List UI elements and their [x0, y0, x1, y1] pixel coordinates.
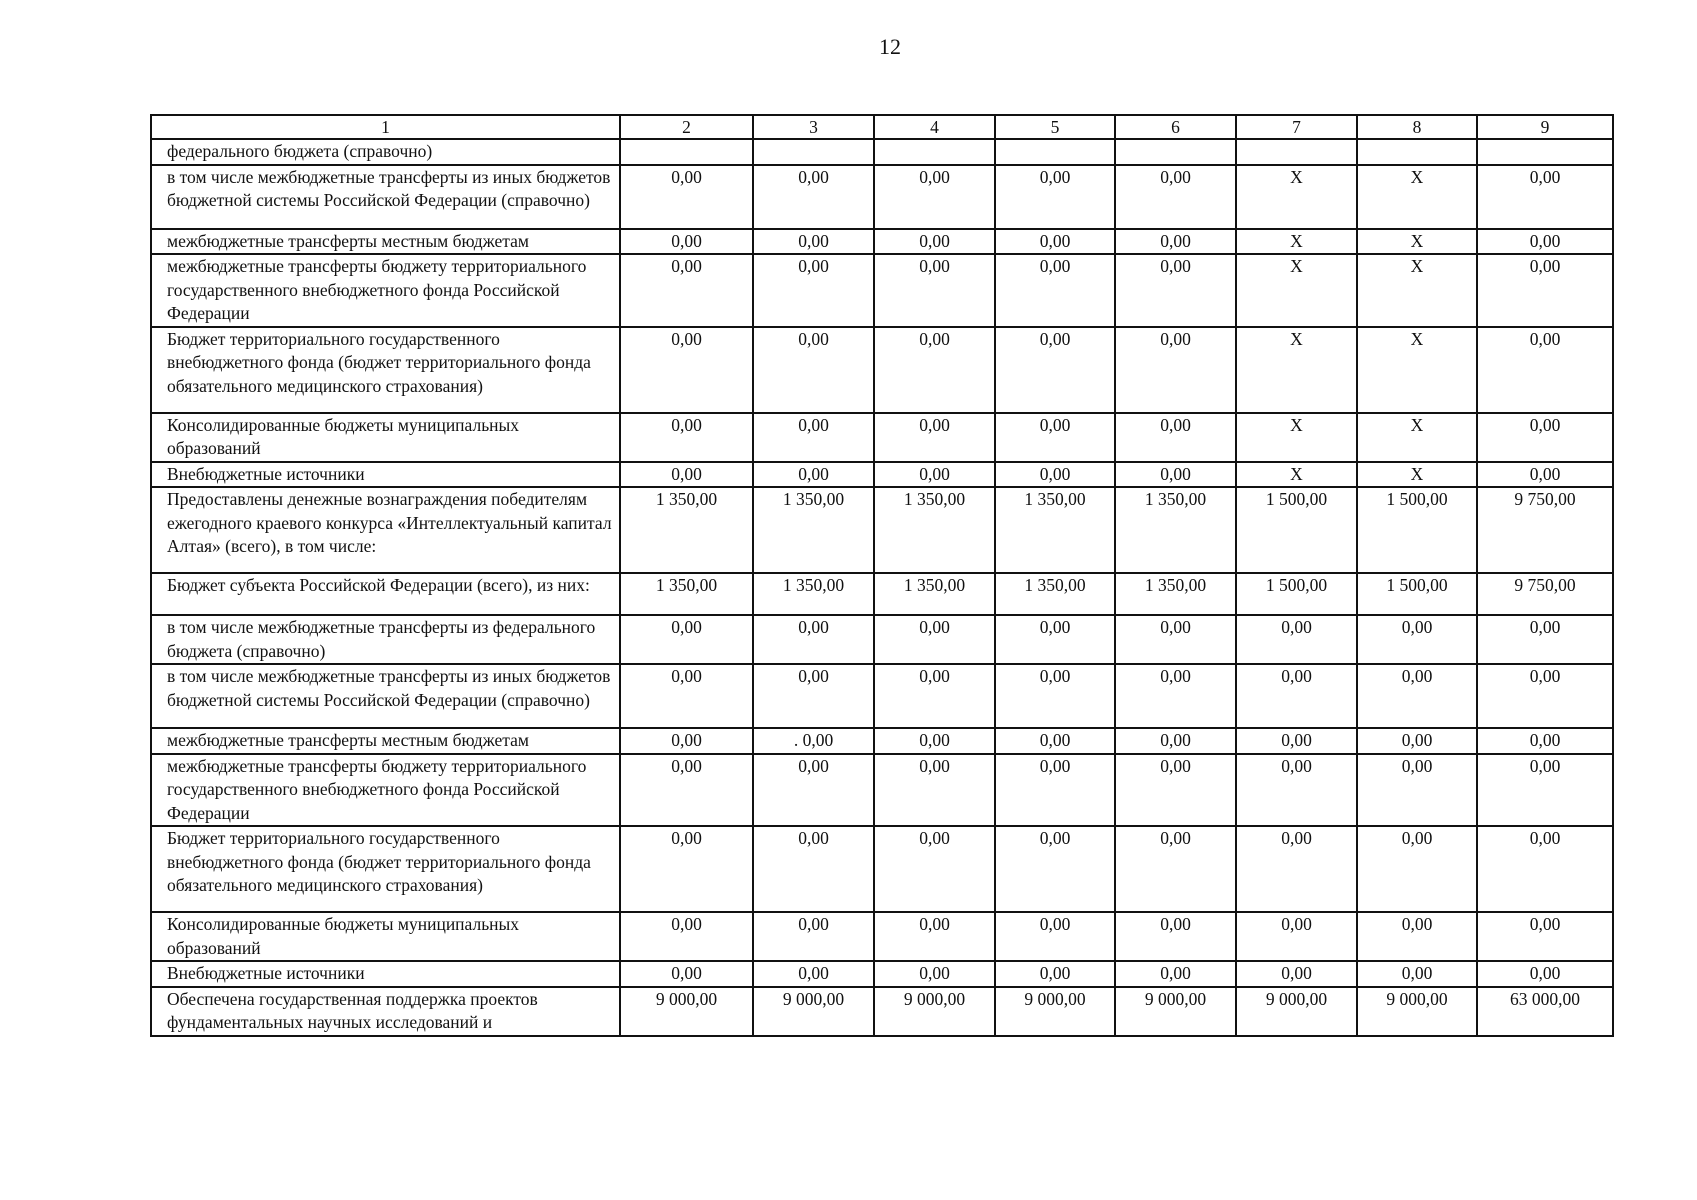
- value-cell-col-7: X: [1236, 462, 1357, 488]
- value-cell-col-5: 0,00: [995, 728, 1115, 754]
- value-cell-col-9: 0,00: [1477, 165, 1613, 229]
- value-cell-col-4: 0,00: [874, 254, 995, 327]
- value-cell-col-7: 1 500,00: [1236, 487, 1357, 573]
- page-number: 12: [879, 34, 901, 59]
- value-cell-col-6: 0,00: [1115, 615, 1236, 664]
- value-cell-col-3: 0,00: [753, 912, 874, 961]
- value-cell-col-2: [620, 139, 753, 165]
- value-cell-col-4: 0,00: [874, 615, 995, 664]
- value-cell-col-7: X: [1236, 413, 1357, 462]
- row-label: межбюджетные трансферты местным бюджетам: [151, 229, 620, 255]
- table-row: [151, 826, 1613, 912]
- column-header-9: 9: [1477, 115, 1613, 139]
- value-cell-col-2: 0,00: [620, 961, 753, 987]
- value-cell-col-8: X: [1357, 327, 1477, 413]
- value-cell-col-4: 0,00: [874, 961, 995, 987]
- column-header-4: 4: [874, 115, 995, 139]
- column-header-8: 8: [1357, 115, 1477, 139]
- table-row: [151, 573, 1613, 615]
- value-cell-col-9: 0,00: [1477, 664, 1613, 728]
- value-cell-col-2: 0,00: [620, 229, 753, 255]
- table-row: [151, 462, 1613, 488]
- value-cell-col-4: 0,00: [874, 754, 995, 827]
- value-cell-col-4: 0,00: [874, 462, 995, 488]
- value-cell-col-8: 0,00: [1357, 912, 1477, 961]
- row-label: межбюджетные трансферты бюджету территориального государственного внебюджетного фонда Российской Федерации: [151, 754, 620, 827]
- value-cell-col-6: 9 000,00: [1115, 987, 1236, 1036]
- value-cell-col-3: 9 000,00: [753, 987, 874, 1036]
- value-cell-col-4: 0,00: [874, 413, 995, 462]
- value-cell-col-2: 0,00: [620, 165, 753, 229]
- value-cell-col-2: 1 350,00: [620, 487, 753, 573]
- table-row: [151, 165, 1613, 229]
- value-cell-col-8: X: [1357, 254, 1477, 327]
- value-cell-col-4: 1 350,00: [874, 573, 995, 615]
- value-cell-col-3: 0,00: [753, 754, 874, 827]
- row-label: Бюджет территориального государственного внебюджетного фонда (бюджет территориального фонда обязательного медицинского страхования): [151, 327, 620, 413]
- value-cell-col-8: 0,00: [1357, 961, 1477, 987]
- row-label: Бюджет территориального государственного внебюджетного фонда (бюджет территориального фонда обязательного медицинского страхования): [151, 826, 620, 912]
- value-cell-col-2: 1 350,00: [620, 573, 753, 615]
- value-cell-col-9: 0,00: [1477, 327, 1613, 413]
- value-cell-col-5: 1 350,00: [995, 573, 1115, 615]
- value-cell-col-9: 0,00: [1477, 826, 1613, 912]
- row-label: в том числе межбюджетные трансферты из иных бюджетов бюджетной системы Российской Федерации (справочно): [151, 165, 620, 229]
- value-cell-col-3: [753, 139, 874, 165]
- row-label: Бюджет субъекта Российской Федерации (всего), из них:: [151, 573, 620, 615]
- column-header-3: 3: [753, 115, 874, 139]
- row-label: Консолидированные бюджеты муниципальных образований: [151, 912, 620, 961]
- value-cell-col-8: 0,00: [1357, 728, 1477, 754]
- table-row: [151, 912, 1613, 961]
- table-row: [151, 413, 1613, 462]
- value-cell-col-6: 1 350,00: [1115, 573, 1236, 615]
- value-cell-col-3: 0,00: [753, 229, 874, 255]
- value-cell-col-9: 0,00: [1477, 254, 1613, 327]
- value-cell-col-7: X: [1236, 165, 1357, 229]
- value-cell-col-6: 0,00: [1115, 912, 1236, 961]
- value-cell-col-3: . 0,00: [753, 728, 874, 754]
- value-cell-col-7: 0,00: [1236, 664, 1357, 728]
- value-cell-col-5: 0,00: [995, 961, 1115, 987]
- value-cell-col-5: 0,00: [995, 165, 1115, 229]
- value-cell-col-8: [1357, 139, 1477, 165]
- value-cell-col-2: 0,00: [620, 728, 753, 754]
- value-cell-col-8: X: [1357, 462, 1477, 488]
- table-row: [151, 987, 1613, 1036]
- value-cell-col-8: 1 500,00: [1357, 487, 1477, 573]
- value-cell-col-2: 9 000,00: [620, 987, 753, 1036]
- value-cell-col-7: X: [1236, 327, 1357, 413]
- table-row: [151, 487, 1613, 573]
- value-cell-col-4: [874, 139, 995, 165]
- value-cell-col-7: X: [1236, 254, 1357, 327]
- value-cell-col-5: 0,00: [995, 413, 1115, 462]
- table-row: [151, 327, 1613, 413]
- value-cell-col-3: 0,00: [753, 664, 874, 728]
- value-cell-col-7: [1236, 139, 1357, 165]
- value-cell-col-3: 1 350,00: [753, 573, 874, 615]
- value-cell-col-7: 9 000,00: [1236, 987, 1357, 1036]
- table-row: [151, 664, 1613, 728]
- value-cell-col-9: 0,00: [1477, 912, 1613, 961]
- value-cell-col-7: 1 500,00: [1236, 573, 1357, 615]
- value-cell-col-5: 0,00: [995, 229, 1115, 255]
- value-cell-col-4: 0,00: [874, 728, 995, 754]
- value-cell-col-4: 0,00: [874, 826, 995, 912]
- value-cell-col-2: 0,00: [620, 664, 753, 728]
- value-cell-col-6: 0,00: [1115, 462, 1236, 488]
- budget-table: [150, 114, 1614, 1037]
- value-cell-col-9: 9 750,00: [1477, 487, 1613, 573]
- value-cell-col-3: 0,00: [753, 165, 874, 229]
- value-cell-col-8: X: [1357, 413, 1477, 462]
- value-cell-col-4: 0,00: [874, 165, 995, 229]
- value-cell-col-9: 0,00: [1477, 728, 1613, 754]
- value-cell-col-9: [1477, 139, 1613, 165]
- value-cell-col-3: 0,00: [753, 413, 874, 462]
- value-cell-col-5: [995, 139, 1115, 165]
- value-cell-col-5: 0,00: [995, 462, 1115, 488]
- value-cell-col-7: 0,00: [1236, 615, 1357, 664]
- column-header-1: 1: [151, 115, 620, 139]
- value-cell-col-6: 0,00: [1115, 254, 1236, 327]
- value-cell-col-7: 0,00: [1236, 961, 1357, 987]
- column-header-2: 2: [620, 115, 753, 139]
- value-cell-col-3: 0,00: [753, 961, 874, 987]
- value-cell-col-6: 0,00: [1115, 754, 1236, 827]
- value-cell-col-6: 0,00: [1115, 229, 1236, 255]
- value-cell-col-5: 0,00: [995, 327, 1115, 413]
- value-cell-col-7: 0,00: [1236, 912, 1357, 961]
- table-row: [151, 754, 1613, 827]
- value-cell-col-7: X: [1236, 229, 1357, 255]
- table-header-row: [151, 115, 1613, 139]
- value-cell-col-2: 0,00: [620, 826, 753, 912]
- column-header-6: 6: [1115, 115, 1236, 139]
- value-cell-col-8: 0,00: [1357, 754, 1477, 827]
- value-cell-col-6: 0,00: [1115, 826, 1236, 912]
- value-cell-col-9: 0,00: [1477, 229, 1613, 255]
- value-cell-col-2: 0,00: [620, 912, 753, 961]
- value-cell-col-3: 0,00: [753, 615, 874, 664]
- value-cell-col-3: 1 350,00: [753, 487, 874, 573]
- value-cell-col-8: 1 500,00: [1357, 573, 1477, 615]
- table-row: [151, 961, 1613, 987]
- value-cell-col-2: 0,00: [620, 413, 753, 462]
- value-cell-col-6: 0,00: [1115, 413, 1236, 462]
- table-row: [151, 615, 1613, 664]
- value-cell-col-9: 0,00: [1477, 754, 1613, 827]
- value-cell-col-4: 0,00: [874, 229, 995, 255]
- row-label: Консолидированные бюджеты муниципальных образований: [151, 413, 620, 462]
- value-cell-col-5: 0,00: [995, 912, 1115, 961]
- value-cell-col-5: 0,00: [995, 754, 1115, 827]
- row-label: в том числе межбюджетные трансферты из федерального бюджета (справочно): [151, 615, 620, 664]
- value-cell-col-7: 0,00: [1236, 728, 1357, 754]
- value-cell-col-9: 0,00: [1477, 615, 1613, 664]
- row-label: Предоставлены денежные вознаграждения победителям ежегодного краевого конкурса «Интеллектуальный капитал Алтая» (всего), в том числе:: [151, 487, 620, 573]
- value-cell-col-6: 0,00: [1115, 961, 1236, 987]
- value-cell-col-2: 0,00: [620, 254, 753, 327]
- value-cell-col-5: 1 350,00: [995, 487, 1115, 573]
- value-cell-col-3: 0,00: [753, 462, 874, 488]
- table-row: [151, 229, 1613, 255]
- value-cell-col-2: 0,00: [620, 615, 753, 664]
- value-cell-col-6: 0,00: [1115, 327, 1236, 413]
- value-cell-col-8: 0,00: [1357, 615, 1477, 664]
- row-label: в том числе межбюджетные трансферты из иных бюджетов бюджетной системы Российской Федерации (справочно): [151, 664, 620, 728]
- value-cell-col-9: 0,00: [1477, 961, 1613, 987]
- column-header-7: 7: [1236, 115, 1357, 139]
- table-row: [151, 139, 1613, 165]
- column-header-5: 5: [995, 115, 1115, 139]
- value-cell-col-4: 1 350,00: [874, 487, 995, 573]
- value-cell-col-9: 9 750,00: [1477, 573, 1613, 615]
- value-cell-col-4: 0,00: [874, 664, 995, 728]
- value-cell-col-8: 0,00: [1357, 826, 1477, 912]
- value-cell-col-8: 9 000,00: [1357, 987, 1477, 1036]
- value-cell-col-3: 0,00: [753, 254, 874, 327]
- value-cell-col-9: 0,00: [1477, 462, 1613, 488]
- value-cell-col-6: 0,00: [1115, 664, 1236, 728]
- value-cell-col-9: 0,00: [1477, 413, 1613, 462]
- value-cell-col-4: 0,00: [874, 327, 995, 413]
- value-cell-col-5: 0,00: [995, 615, 1115, 664]
- value-cell-col-6: 0,00: [1115, 728, 1236, 754]
- value-cell-col-8: X: [1357, 229, 1477, 255]
- row-label: межбюджетные трансферты местным бюджетам: [151, 728, 620, 754]
- table-row: [151, 728, 1613, 754]
- value-cell-col-4: 9 000,00: [874, 987, 995, 1036]
- value-cell-col-6: 1 350,00: [1115, 487, 1236, 573]
- value-cell-col-3: 0,00: [753, 327, 874, 413]
- value-cell-col-5: 9 000,00: [995, 987, 1115, 1036]
- value-cell-col-7: 0,00: [1236, 754, 1357, 827]
- value-cell-col-8: 0,00: [1357, 664, 1477, 728]
- value-cell-col-5: 0,00: [995, 254, 1115, 327]
- value-cell-col-7: 0,00: [1236, 826, 1357, 912]
- table-row: [151, 254, 1613, 327]
- value-cell-col-3: 0,00: [753, 826, 874, 912]
- row-label: Внебюджетные источники: [151, 462, 620, 488]
- value-cell-col-5: 0,00: [995, 664, 1115, 728]
- row-label: межбюджетные трансферты бюджету территориального государственного внебюджетного фонда Российской Федерации: [151, 254, 620, 327]
- row-label: Внебюджетные источники: [151, 961, 620, 987]
- row-label: федерального бюджета (справочно): [151, 139, 620, 165]
- value-cell-col-6: 0,00: [1115, 165, 1236, 229]
- row-label: Обеспечена государственная поддержка проектов фундаментальных научных исследований и: [151, 987, 620, 1036]
- value-cell-col-8: X: [1357, 165, 1477, 229]
- value-cell-col-9: 63 000,00: [1477, 987, 1613, 1036]
- value-cell-col-5: 0,00: [995, 826, 1115, 912]
- value-cell-col-6: [1115, 139, 1236, 165]
- value-cell-col-2: 0,00: [620, 327, 753, 413]
- value-cell-col-4: 0,00: [874, 912, 995, 961]
- value-cell-col-2: 0,00: [620, 462, 753, 488]
- value-cell-col-2: 0,00: [620, 754, 753, 827]
